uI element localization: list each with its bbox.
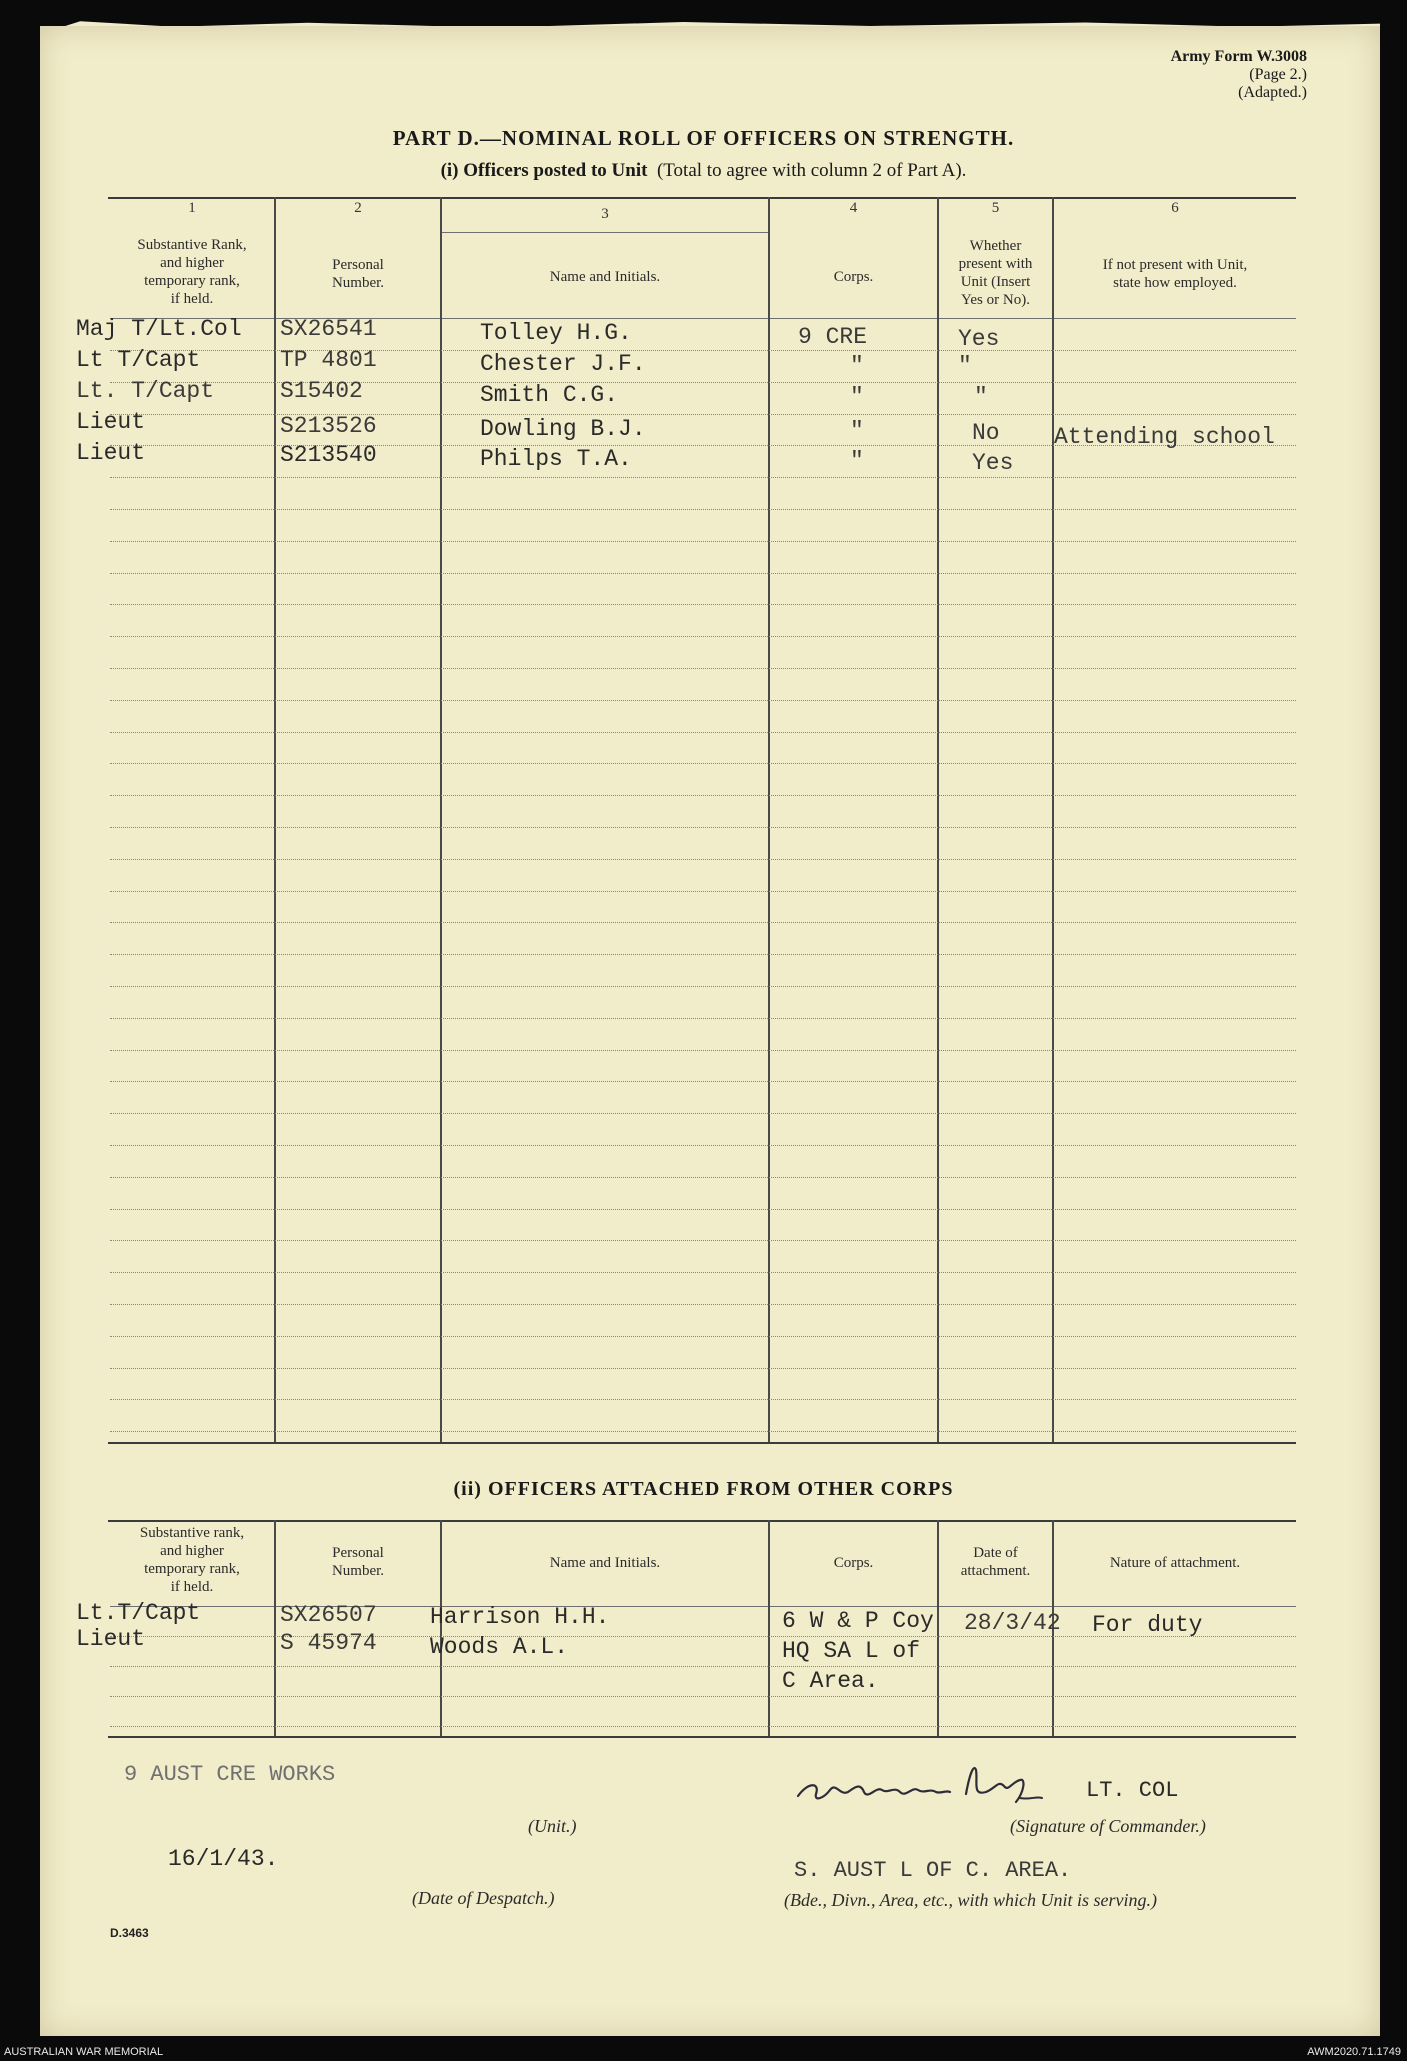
cell-corps: HQ SA L of — [782, 1638, 921, 1664]
form-code: D.3463 — [110, 1926, 149, 1940]
row-rule — [110, 477, 1296, 478]
form-name: Army Form W.3008 — [1170, 48, 1307, 65]
header-ii-personal-number — [276, 1544, 440, 1580]
col-ii-divider-3 — [768, 1520, 770, 1736]
cell-corps-continued: C Area. — [782, 1668, 879, 1694]
col-number-3: 3 — [601, 206, 609, 222]
row-rule — [110, 700, 1296, 701]
row-rule — [110, 1666, 1296, 1667]
area-value: S. AUST L OF C. AREA. — [794, 1858, 1072, 1883]
row-rule — [110, 1240, 1296, 1241]
header-rank-line: Substantive Rank, — [137, 237, 247, 253]
row-rule — [110, 1696, 1296, 1697]
row-rule — [110, 1726, 1296, 1727]
row-rule — [110, 573, 1296, 574]
row-rule — [110, 859, 1296, 860]
signature-caption: (Signature of Commander.) — [1010, 1816, 1206, 1836]
cell-number: SX26507 — [280, 1602, 377, 1628]
cell-name: Harrison H.H. — [430, 1604, 610, 1630]
section-i-heading — [0, 160, 1407, 182]
col-divider-2 — [440, 197, 442, 1442]
header-number-line: Number. — [331, 275, 385, 291]
header-present-line: present with — [958, 256, 1033, 272]
header-ii-name: Name and Initials. — [549, 1555, 661, 1571]
header-corps: Corps. — [833, 269, 874, 285]
header-ii-date — [939, 1544, 1052, 1580]
area-caption: (Bde., Divn., Area, etc., with which Unit is serving.) — [784, 1890, 1157, 1910]
despatch-date-value: 16/1/43. — [168, 1846, 279, 1872]
unit-caption: (Unit.) — [528, 1816, 577, 1836]
row-rule — [110, 891, 1296, 892]
unit-value: 9 AUST CRE WORKS — [124, 1762, 336, 1787]
row-rule — [110, 636, 1296, 637]
cell-name: Dowling B.J. — [480, 416, 646, 442]
header-number-line: Personal — [332, 1545, 384, 1561]
cell-rank: Lt.T/Capt — [76, 1600, 201, 1626]
col-divider-5 — [1052, 197, 1054, 1442]
row-rule — [110, 1177, 1296, 1178]
header-personal-number — [276, 256, 440, 292]
section-i-note: (Total to agree with column 2 of Part A). — [656, 160, 967, 181]
archive-id: AWM2020.71.1749 — [1307, 2046, 1401, 2058]
archive-label: AUSTRALIAN WAR MEMORIAL — [4, 2046, 164, 2058]
cell-name: Chester J.F. — [480, 351, 646, 377]
header-rank-line: temporary rank, — [144, 273, 240, 289]
section-ii-title: (ii) OFFICERS ATTACHED FROM OTHER CORPS — [453, 1478, 954, 1500]
cell-nature: For duty — [1092, 1612, 1203, 1638]
cell-present: " — [974, 384, 988, 410]
cell-present: Yes — [972, 450, 1014, 476]
form-adapted-note: (Adapted.) — [1238, 84, 1307, 101]
row-rule — [110, 795, 1296, 796]
row-rule — [110, 1431, 1296, 1432]
header-employed-line: state how employed. — [1113, 275, 1237, 291]
header-ii-nature: Nature of attachment. — [1109, 1555, 1241, 1571]
name-column-rule — [440, 232, 768, 233]
header-employed — [1054, 256, 1296, 292]
col-number-5: 5 — [991, 200, 1000, 216]
header-rank-line: and higher — [160, 255, 224, 271]
despatch-date-caption: (Date of Despatch.) — [412, 1888, 555, 1908]
row-rule — [110, 732, 1296, 733]
row-rule — [110, 827, 1296, 828]
cell-name: Tolley H.G. — [480, 320, 632, 346]
row-rule — [110, 1399, 1296, 1400]
header-present-line: Whether — [969, 238, 1022, 254]
header-date-line: Date of — [973, 1545, 1018, 1561]
cell-date: 28/3/42 — [964, 1610, 1061, 1636]
table-ii-bottom-rule — [108, 1736, 1296, 1738]
cell-corps: " — [850, 384, 864, 410]
header-rank-line: and higher — [160, 1543, 224, 1559]
row-rule — [110, 604, 1296, 605]
cell-employed: Attending school — [1054, 424, 1275, 450]
row-rule — [110, 763, 1296, 764]
header-present — [939, 237, 1052, 309]
commander-rank-value: LT. COL — [1086, 1778, 1179, 1803]
cell-corps: 6 W & P Coy — [782, 1608, 934, 1634]
cell-corps: " — [850, 448, 864, 474]
row-rule — [110, 668, 1296, 669]
header-rank-line: if held. — [170, 291, 214, 307]
cell-rank: Lt. T/Capt — [76, 378, 215, 404]
row-rule — [110, 1018, 1296, 1019]
row-rule — [110, 986, 1296, 987]
cell-rank: Lieut — [76, 1626, 146, 1652]
col-number-2: 2 — [354, 200, 362, 216]
cell-name: Woods A.L. — [430, 1634, 569, 1660]
header-number-line: Number. — [331, 1563, 385, 1579]
header-employed-line: If not present with Unit, — [1102, 257, 1248, 273]
cell-number: TP 4801 — [280, 347, 377, 373]
row-rule — [110, 1050, 1296, 1051]
header-present-line: Unit (Insert — [960, 274, 1031, 290]
row-rule — [110, 954, 1296, 955]
col-divider-3 — [768, 197, 770, 1442]
row-rule — [110, 922, 1296, 923]
cell-number: S213540 — [280, 442, 377, 468]
table-ii-top-rule — [108, 1520, 1296, 1522]
cell-present: No — [972, 420, 1000, 446]
cell-rank: Lieut — [76, 440, 146, 466]
header-rank-line: Substantive rank, — [139, 1525, 245, 1541]
row-rule — [110, 509, 1296, 510]
part-title: PART D.—NOMINAL ROLL OF OFFICERS ON STRENGTH. — [392, 126, 1015, 150]
col-number-6: 6 — [1171, 200, 1179, 216]
cell-corps: " — [850, 418, 864, 444]
header-rank-line: if held. — [170, 1579, 214, 1595]
form-identifier — [1171, 48, 1307, 102]
header-present-line: Yes or No). — [961, 292, 1030, 308]
cell-number: S213526 — [280, 413, 377, 439]
cell-corps: " — [850, 353, 864, 379]
cell-number: SX26541 — [280, 316, 377, 342]
cell-number: S15402 — [280, 378, 363, 404]
form-page-number: (Page 2.) — [1249, 66, 1307, 83]
row-rule — [110, 1336, 1296, 1337]
table-bottom-rule — [108, 1442, 1296, 1444]
cell-present: Yes — [958, 326, 1000, 352]
header-ii-corps: Corps. — [833, 1555, 874, 1571]
section-i-label: (i) Officers posted to Unit — [440, 160, 648, 181]
cell-name: Smith C.G. — [480, 382, 619, 408]
cell-name: Philps T.A. — [480, 446, 632, 472]
header-date-line: attachment. — [960, 1563, 1031, 1579]
row-rule — [110, 1113, 1296, 1114]
cell-present: " — [958, 353, 972, 379]
header-number-line: Personal — [332, 257, 384, 273]
header-ii-rank — [110, 1524, 274, 1596]
col-number-1: 1 — [188, 200, 196, 216]
cell-rank: Lt T/Capt — [76, 347, 201, 373]
cell-rank: Lieut — [76, 409, 146, 435]
cell-rank: Maj T/Lt.Col — [76, 316, 242, 342]
row-rule — [110, 1209, 1296, 1210]
col-divider-4 — [937, 197, 939, 1442]
row-rule — [110, 1368, 1296, 1369]
header-name: Name and Initials. — [549, 269, 661, 285]
row-rule — [110, 1304, 1296, 1305]
header-rank — [110, 236, 274, 308]
col-number-4: 4 — [849, 200, 858, 216]
cell-corps: 9 CRE — [798, 324, 868, 350]
table-top-rule — [108, 197, 1296, 199]
col-divider-1 — [274, 197, 276, 1442]
commander-signature-icon — [790, 1752, 1080, 1812]
row-rule — [110, 1145, 1296, 1146]
row-rule — [110, 1272, 1296, 1273]
cell-number: S 45974 — [280, 1630, 377, 1656]
row-rule — [110, 1081, 1296, 1082]
row-rule — [110, 541, 1296, 542]
header-rank-line: temporary rank, — [144, 1561, 240, 1577]
